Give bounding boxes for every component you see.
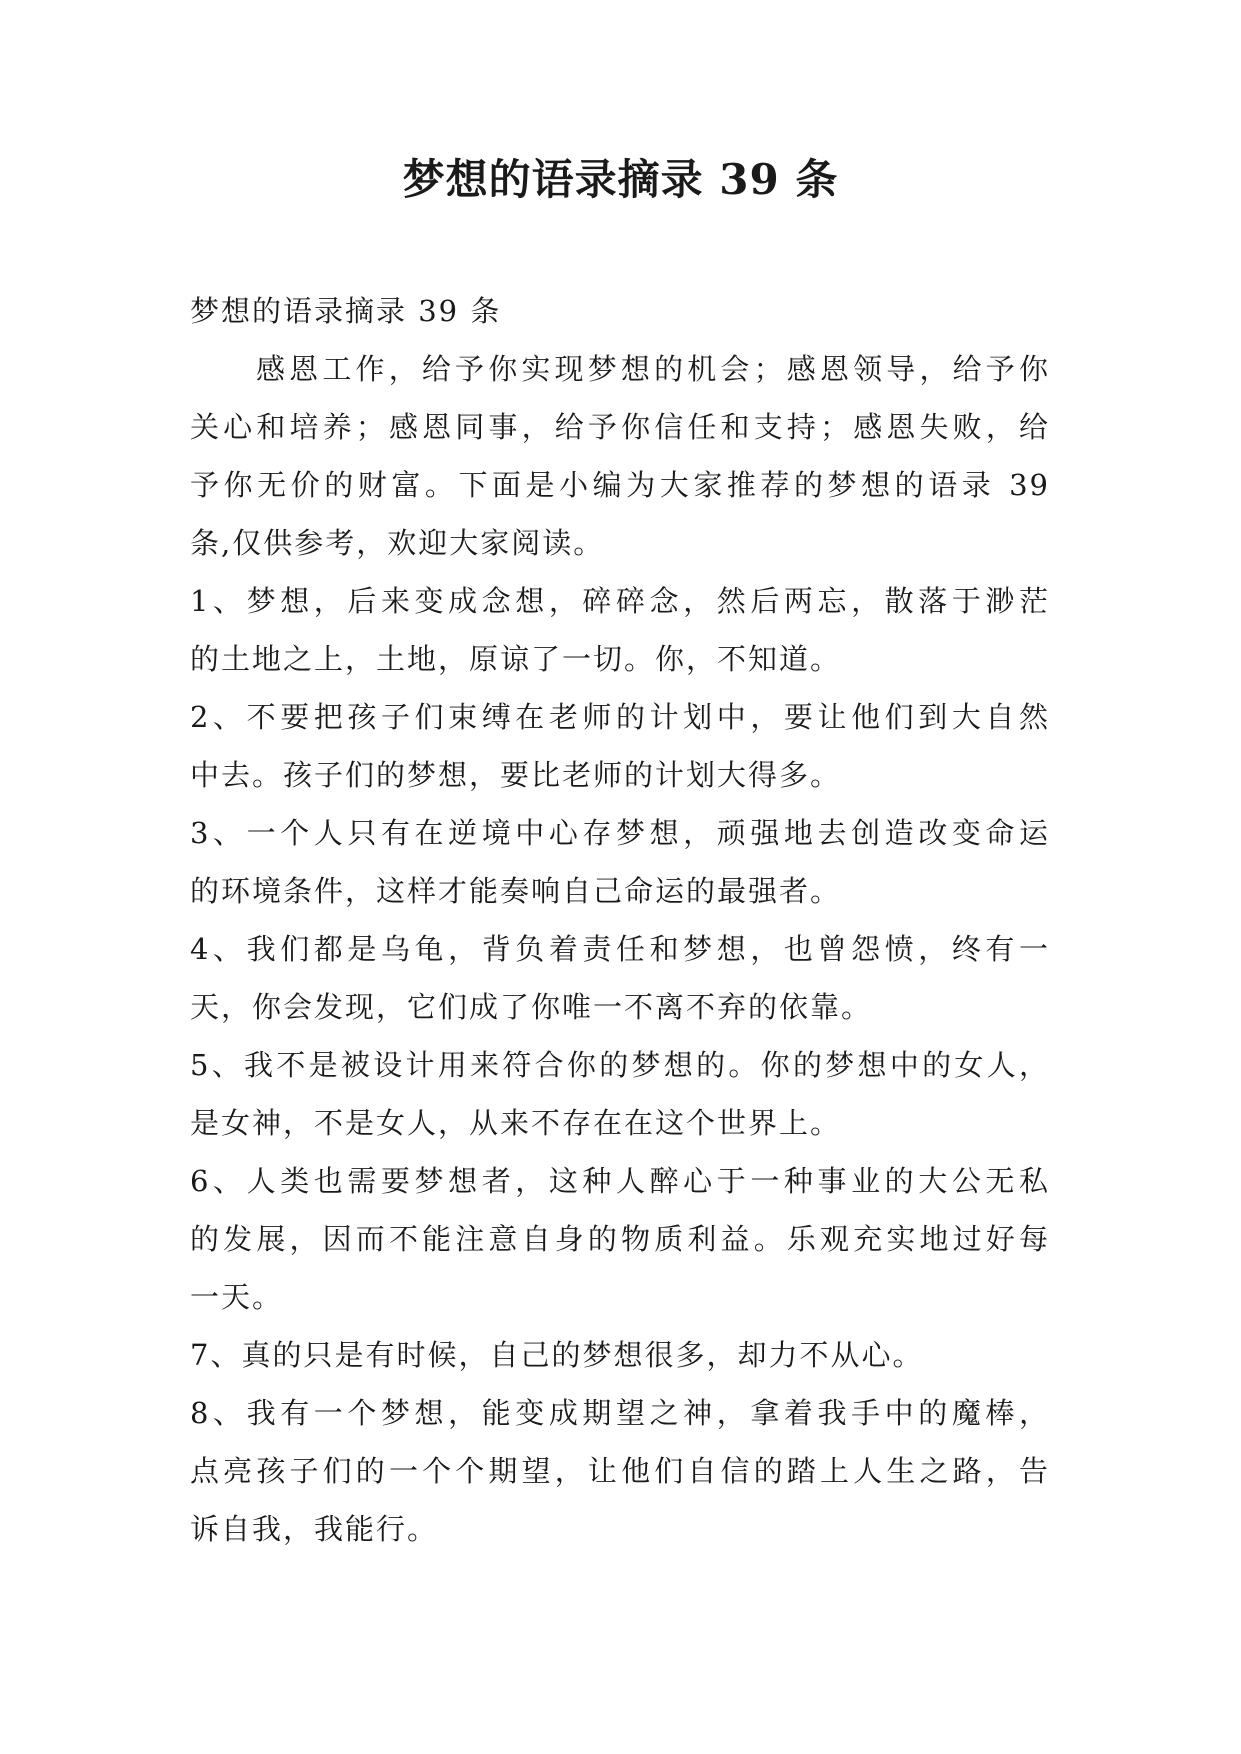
quote-item-2 (190, 688, 1050, 804)
quote-line: 2、不要把孩子们束缚在老师的计划中，要让他们到大自然 (190, 700, 1050, 734)
intro-line: 条,仅供参考，欢迎大家阅读。 (190, 526, 605, 560)
intro-line: 关心和培养；感恩同事，给予你信任和支持；感恩失败，给 (190, 410, 1050, 444)
quote-line: 点亮孩子们的一个个期望，让他们自信的踏上人生之路，告 (190, 1454, 1050, 1488)
document-body (190, 282, 1050, 1558)
quote-item-5 (190, 1036, 1050, 1152)
quote-line: 7、真的只是有时候，自己的梦想很多，却力不从心。 (190, 1338, 924, 1372)
quote-line: 8、我有一个梦想，能变成期望之神，拿着我手中的魔棒， (190, 1396, 1050, 1430)
quote-line: 是女神，不是女人，从来不存在在这个世界上。 (190, 1106, 842, 1140)
quote-line: 一天。 (190, 1280, 284, 1314)
quote-item-8 (190, 1384, 1050, 1558)
intro-line: 感恩工作，给予你实现梦想的机会；感恩领导，给予你 (256, 352, 1050, 386)
document-title: 梦想的语录摘录 39 条 (402, 155, 839, 204)
quote-item-1 (190, 572, 1050, 688)
quote-line: 3、一个人只有在逆境中心存梦想，顽强地去创造改变命运 (190, 816, 1050, 850)
intro-paragraph (190, 340, 1050, 572)
quote-item-7 (190, 1326, 1050, 1384)
quote-line: 的发展，因而不能注意自身的物质利益。乐观充实地过好每 (190, 1222, 1050, 1256)
document-subtitle: 梦想的语录摘录 39 条 (190, 294, 502, 328)
quote-line: 中去。孩子们的梦想，要比老师的计划大得多。 (190, 758, 842, 792)
quote-line: 诉自我，我能行。 (190, 1512, 439, 1546)
intro-line: 予你无价的财富。下面是小编为大家推荐的梦想的语录 39 (190, 468, 1050, 502)
quote-line: 6、人类也需要梦想者，这种人醉心于一种事业的大公无私 (190, 1164, 1050, 1198)
quote-line: 1、梦想，后来变成念想，碎碎念，然后两忘，散落于渺茫 (190, 584, 1050, 618)
quote-line: 4、我们都是乌龟，背负着责任和梦想，也曾怨愤，终有一 (190, 932, 1050, 966)
quote-item-6 (190, 1152, 1050, 1326)
quote-line: 5、我不是被设计用来符合你的梦想的。你的梦想中的女人， (190, 1048, 1050, 1082)
quote-item-4 (190, 920, 1050, 1036)
quote-item-3 (190, 804, 1050, 920)
quote-line: 的土地之上，土地，原谅了一切。你，不知道。 (190, 642, 842, 676)
quote-line: 的环境条件，这样才能奏响自己命运的最强者。 (190, 874, 842, 908)
quote-line: 天，你会发现，它们成了你唯一不离不弃的依靠。 (190, 990, 873, 1024)
